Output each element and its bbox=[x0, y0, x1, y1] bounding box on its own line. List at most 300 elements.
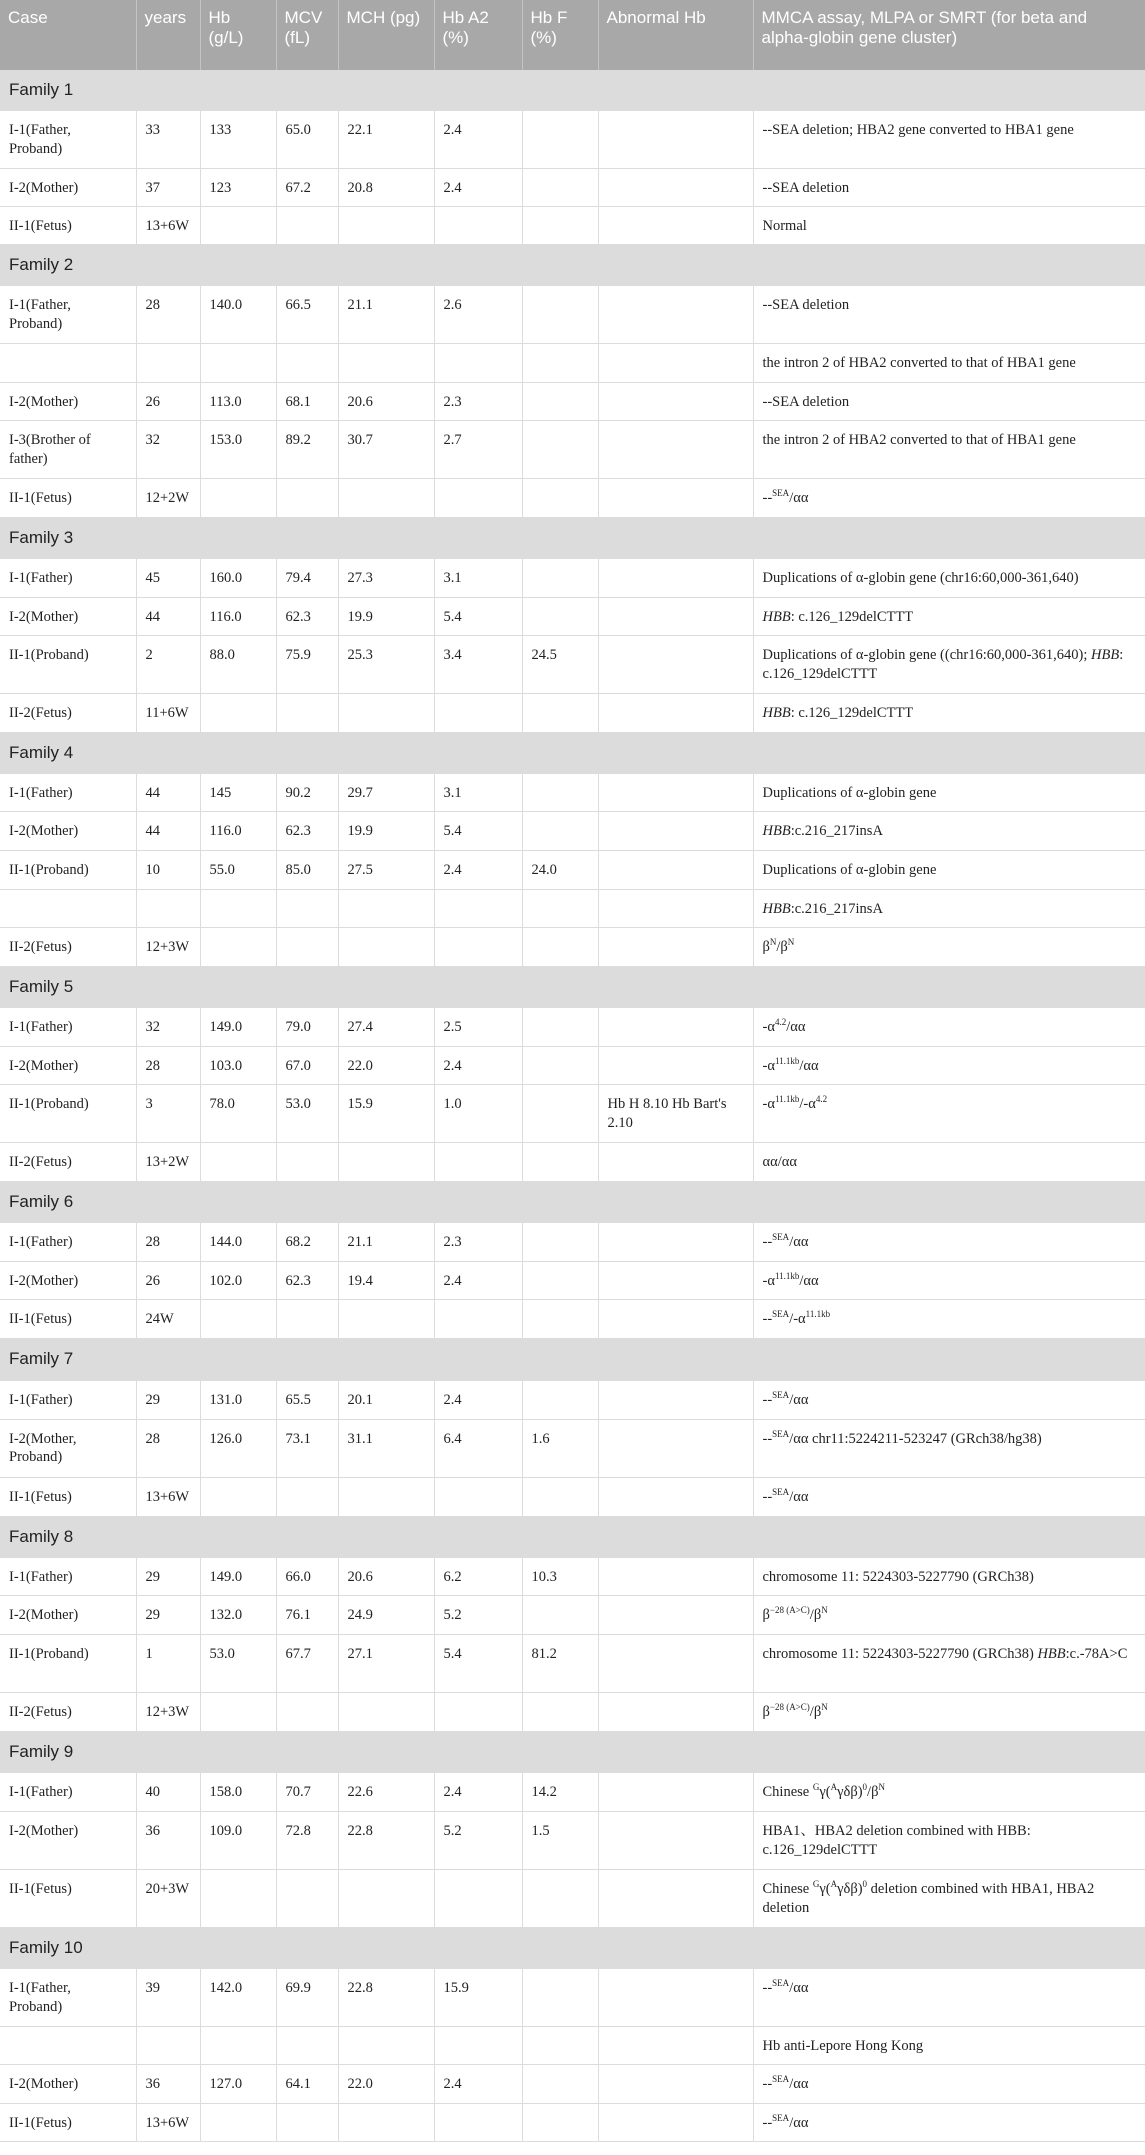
cell-case: I-2(Mother) bbox=[0, 383, 136, 421]
cell-hba2: 5.4 bbox=[434, 1634, 522, 1692]
cell-case: I-1(Father) bbox=[0, 774, 136, 812]
cell-assay: $-\alpha^{4.2}/\alpha\alpha$ bbox=[753, 1008, 1145, 1047]
cell-mcv: 68.1 bbox=[276, 383, 338, 421]
cell-mcv: 72.8 bbox=[276, 1811, 338, 1869]
cell-assay: --$^{SEA}$/αα bbox=[753, 1968, 1145, 2026]
cell-mcv: 89.2 bbox=[276, 421, 338, 479]
table-row bbox=[0, 1811, 1145, 1869]
cell-years: 13+6W bbox=[136, 1477, 200, 1516]
cell-hbf bbox=[522, 2103, 598, 2141]
cell-assay: Chinese $^G\gamma(^A\gamma\delta\beta)^0/\beta^N$ bbox=[753, 1772, 1145, 1811]
table-row bbox=[0, 1595, 1145, 1634]
cell-mch bbox=[338, 1692, 434, 1731]
cell-years: 12+3W bbox=[136, 928, 200, 967]
table-row bbox=[0, 286, 1145, 344]
cell-years: 2 bbox=[136, 636, 200, 694]
cell-hba2: 2.4 bbox=[434, 1262, 522, 1300]
cell-hb: 149.0 bbox=[200, 1008, 276, 1047]
cell-hb: 133 bbox=[200, 111, 276, 169]
cell-assay: HBB:c.216_217insA bbox=[753, 812, 1145, 851]
cell-years: 29 bbox=[136, 1380, 200, 1419]
table-row bbox=[0, 421, 1145, 479]
cell-abnormal-hb bbox=[598, 694, 753, 733]
cell-hba2 bbox=[434, 1692, 522, 1731]
cell-mch: 20.1 bbox=[338, 1380, 434, 1419]
cell-case: II-1(Proband) bbox=[0, 1634, 136, 1692]
cell-assay: Normal bbox=[753, 206, 1145, 244]
cell-mcv bbox=[276, 1143, 338, 1182]
cell-abnormal-hb bbox=[598, 1143, 753, 1182]
cell-years: 3 bbox=[136, 1085, 200, 1143]
cell-hbf: 1.5 bbox=[522, 1811, 598, 1869]
cell-mch bbox=[338, 1143, 434, 1182]
cell-hb bbox=[200, 206, 276, 244]
cell-mch: 19.4 bbox=[338, 1262, 434, 1300]
table-row bbox=[0, 1008, 1145, 1047]
cell-hba2: 2.7 bbox=[434, 421, 522, 479]
cell-abnormal-hb bbox=[598, 1772, 753, 1811]
table-row bbox=[0, 479, 1145, 518]
family-title: Family 9 bbox=[0, 1731, 1145, 1772]
cell-years: 24W bbox=[136, 1300, 200, 1339]
cell-years: 29 bbox=[136, 1557, 200, 1595]
cell-abnormal-hb bbox=[598, 169, 753, 207]
cell-hbf bbox=[522, 1968, 598, 2026]
cell-abnormal-hb bbox=[598, 1223, 753, 1262]
cell-mcv: 64.1 bbox=[276, 2064, 338, 2103]
cell-abnormal-hb bbox=[598, 421, 753, 479]
family-header-row bbox=[0, 733, 1145, 774]
cell-mch bbox=[338, 206, 434, 244]
cell-case: II-1(Fetus) bbox=[0, 479, 136, 518]
family-title: Family 8 bbox=[0, 1516, 1145, 1557]
cell-mcv: 70.7 bbox=[276, 1772, 338, 1811]
cell-case: II-1(Proband) bbox=[0, 1085, 136, 1143]
cell-mch: 27.4 bbox=[338, 1008, 434, 1047]
cell-case: I-1(Father) bbox=[0, 559, 136, 598]
cell-abnormal-hb bbox=[598, 928, 753, 967]
cell-hba2 bbox=[434, 1300, 522, 1339]
cell-assay: $--^{SEA}/-\alpha^{11.1kb}$ bbox=[753, 1300, 1145, 1339]
cell-case: I-1(Father, Proband) bbox=[0, 111, 136, 169]
cell-case: I-2(Mother) bbox=[0, 2064, 136, 2103]
cell-mcv bbox=[276, 890, 338, 928]
family-header-row bbox=[0, 1731, 1145, 1772]
cell-mch: 27.3 bbox=[338, 559, 434, 598]
cell-abnormal-hb bbox=[598, 111, 753, 169]
cell-case bbox=[0, 2026, 136, 2064]
cell-hbf bbox=[522, 1477, 598, 1516]
table-row bbox=[0, 559, 1145, 598]
cell-assay: Duplications of α-globin gene bbox=[753, 774, 1145, 812]
cell-mcv: 85.0 bbox=[276, 851, 338, 890]
col-header-mcv: MCV (fL) bbox=[276, 0, 338, 70]
cell-mcv: 62.3 bbox=[276, 598, 338, 636]
cell-years: 44 bbox=[136, 598, 200, 636]
cell-hbf: 14.2 bbox=[522, 1772, 598, 1811]
cell-abnormal-hb bbox=[598, 1869, 753, 1927]
cell-case: I-3(Brother of father) bbox=[0, 421, 136, 479]
cell-hba2: 2.4 bbox=[434, 169, 522, 207]
cell-assay: the intron 2 of HBA2 converted to that of HBA1 gene bbox=[753, 421, 1145, 479]
cell-hbf bbox=[522, 344, 598, 383]
cell-case: I-2(Mother) bbox=[0, 1262, 136, 1300]
cell-hb bbox=[200, 1869, 276, 1927]
cell-abnormal-hb bbox=[598, 1811, 753, 1869]
cell-hb: 102.0 bbox=[200, 1262, 276, 1300]
cell-abnormal-hb bbox=[598, 1419, 753, 1477]
cell-case: II-2(Fetus) bbox=[0, 694, 136, 733]
cell-mch: 22.8 bbox=[338, 1811, 434, 1869]
cell-hba2 bbox=[434, 1869, 522, 1927]
cell-abnormal-hb bbox=[598, 479, 753, 518]
cell-case: I-2(Mother) bbox=[0, 598, 136, 636]
cell-case: I-2(Mother) bbox=[0, 169, 136, 207]
cell-hb bbox=[200, 2026, 276, 2064]
cell-mch: 22.6 bbox=[338, 1772, 434, 1811]
cell-hbf bbox=[522, 383, 598, 421]
family-header-row bbox=[0, 1927, 1145, 1968]
cell-hb bbox=[200, 1477, 276, 1516]
cell-hbf bbox=[522, 1008, 598, 1047]
cell-mch: 19.9 bbox=[338, 812, 434, 851]
cell-assay: $-\alpha^{11.1kb}/-\alpha^{4.2}$ bbox=[753, 1085, 1145, 1143]
cell-abnormal-hb bbox=[598, 890, 753, 928]
cell-years: 32 bbox=[136, 421, 200, 479]
cell-hbf bbox=[522, 286, 598, 344]
table-row bbox=[0, 344, 1145, 383]
cell-abnormal-hb bbox=[598, 598, 753, 636]
cell-mcv: 67.7 bbox=[276, 1634, 338, 1692]
col-header-hb: Hb (g/L) bbox=[200, 0, 276, 70]
cell-hb: 127.0 bbox=[200, 2064, 276, 2103]
cell-mch: 22.0 bbox=[338, 2064, 434, 2103]
cell-mch: 21.1 bbox=[338, 1223, 434, 1262]
col-header-assay: MMCA assay, MLPA or SMRT (for beta and alpha-globin gene cluster) bbox=[753, 0, 1145, 70]
cell-case: II-2(Fetus) bbox=[0, 928, 136, 967]
cell-case: I-1(Father) bbox=[0, 1380, 136, 1419]
cell-hbf: 81.2 bbox=[522, 1634, 598, 1692]
cell-hba2: 3.1 bbox=[434, 559, 522, 598]
table-row bbox=[0, 111, 1145, 169]
cell-assay: $\beta^{-28 (A>C)}/\beta^N$ bbox=[753, 1595, 1145, 1634]
table-row bbox=[0, 1968, 1145, 2026]
col-header-years: years bbox=[136, 0, 200, 70]
cell-hb: 103.0 bbox=[200, 1047, 276, 1085]
cell-hba2 bbox=[434, 890, 522, 928]
table-row bbox=[0, 1772, 1145, 1811]
cell-case: II-1(Proband) bbox=[0, 636, 136, 694]
cell-assay: chromosome 11: 5224303-5227790 (GRCh38) bbox=[753, 1557, 1145, 1595]
cell-years: 10 bbox=[136, 851, 200, 890]
cell-abnormal-hb bbox=[598, 383, 753, 421]
cell-hb: 113.0 bbox=[200, 383, 276, 421]
cell-mcv: 75.9 bbox=[276, 636, 338, 694]
cell-assay: Hb anti-Lepore Hong Kong bbox=[753, 2026, 1145, 2064]
cell-abnormal-hb bbox=[598, 1262, 753, 1300]
cell-mcv: 68.2 bbox=[276, 1223, 338, 1262]
cell-hbf bbox=[522, 479, 598, 518]
cell-years: 33 bbox=[136, 111, 200, 169]
cell-hba2: 3.4 bbox=[434, 636, 522, 694]
cell-mch bbox=[338, 2103, 434, 2141]
table-row bbox=[0, 169, 1145, 207]
cell-mcv bbox=[276, 1300, 338, 1339]
cell-hbf: 24.5 bbox=[522, 636, 598, 694]
cell-mcv bbox=[276, 928, 338, 967]
cell-hbf bbox=[522, 1380, 598, 1419]
cell-assay: Duplications of α-globin gene ((chr16:60,000-361,640); HBB: c.126_129delCTTT bbox=[753, 636, 1145, 694]
cell-abnormal-hb bbox=[598, 2026, 753, 2064]
cell-years: 28 bbox=[136, 286, 200, 344]
cell-assay: the intron 2 of HBA2 converted to that of HBA1 gene bbox=[753, 344, 1145, 383]
cell-mcv bbox=[276, 1869, 338, 1927]
cell-abnormal-hb bbox=[598, 1557, 753, 1595]
cell-years bbox=[136, 890, 200, 928]
cell-assay: HBB: c.126_129delCTTT bbox=[753, 598, 1145, 636]
cell-hba2: 6.2 bbox=[434, 1557, 522, 1595]
cell-hba2 bbox=[434, 206, 522, 244]
table-row bbox=[0, 383, 1145, 421]
table-row bbox=[0, 774, 1145, 812]
cell-abnormal-hb bbox=[598, 851, 753, 890]
cell-assay: αα/αα bbox=[753, 1143, 1145, 1182]
cell-mch: 15.9 bbox=[338, 1085, 434, 1143]
cell-hb: 126.0 bbox=[200, 1419, 276, 1477]
cell-hbf bbox=[522, 1047, 598, 1085]
cell-hbf bbox=[522, 1595, 598, 1634]
cell-assay: Duplications of α-globin gene bbox=[753, 851, 1145, 890]
table-body bbox=[0, 70, 1145, 2141]
table-row bbox=[0, 1223, 1145, 1262]
cell-hba2 bbox=[434, 928, 522, 967]
cell-mcv: 67.2 bbox=[276, 169, 338, 207]
family-title: Family 3 bbox=[0, 518, 1145, 559]
cell-mch: 20.8 bbox=[338, 169, 434, 207]
cell-years: 26 bbox=[136, 1262, 200, 1300]
cell-hba2 bbox=[434, 2103, 522, 2141]
family-title: Family 10 bbox=[0, 1927, 1145, 1968]
cell-years: 45 bbox=[136, 559, 200, 598]
cell-abnormal-hb bbox=[598, 1634, 753, 1692]
table-row bbox=[0, 2103, 1145, 2141]
cell-mcv: 69.9 bbox=[276, 1968, 338, 2026]
family-title: Family 7 bbox=[0, 1339, 1145, 1380]
cell-mch bbox=[338, 890, 434, 928]
cell-hbf: 10.3 bbox=[522, 1557, 598, 1595]
table-row bbox=[0, 1380, 1145, 1419]
cell-hba2: 6.4 bbox=[434, 1419, 522, 1477]
cell-assay: --$^{SEA}$/αα bbox=[753, 2103, 1145, 2141]
cell-years: 44 bbox=[136, 812, 200, 851]
cell-mch bbox=[338, 1477, 434, 1516]
cell-case: II-2(Fetus) bbox=[0, 1143, 136, 1182]
table-row bbox=[0, 1477, 1145, 1516]
cell-hb: 132.0 bbox=[200, 1595, 276, 1634]
table-row bbox=[0, 1634, 1145, 1692]
cell-years: 37 bbox=[136, 169, 200, 207]
table-row bbox=[0, 1692, 1145, 1731]
cell-hb: 116.0 bbox=[200, 598, 276, 636]
table-row bbox=[0, 1300, 1145, 1339]
cell-case: I-2(Mother) bbox=[0, 1047, 136, 1085]
cell-abnormal-hb bbox=[598, 344, 753, 383]
cell-mcv bbox=[276, 2103, 338, 2141]
cell-hbf bbox=[522, 1223, 598, 1262]
cell-hb bbox=[200, 694, 276, 733]
cell-mcv: 65.5 bbox=[276, 1380, 338, 1419]
cell-mcv: 79.0 bbox=[276, 1008, 338, 1047]
cell-assay: $-\alpha^{11.1kb}/\alpha\alpha$ bbox=[753, 1047, 1145, 1085]
cell-case: I-1(Father, Proband) bbox=[0, 1968, 136, 2026]
cell-years: 13+6W bbox=[136, 2103, 200, 2141]
cell-hb bbox=[200, 1692, 276, 1731]
cell-abnormal-hb bbox=[598, 559, 753, 598]
table-row bbox=[0, 636, 1145, 694]
table-row bbox=[0, 1085, 1145, 1143]
cell-case: II-2(Fetus) bbox=[0, 1692, 136, 1731]
cell-mcv: 73.1 bbox=[276, 1419, 338, 1477]
cell-case: I-1(Father) bbox=[0, 1223, 136, 1262]
cell-mch: 21.1 bbox=[338, 286, 434, 344]
table-row bbox=[0, 598, 1145, 636]
cell-hb bbox=[200, 1300, 276, 1339]
cell-case: I-1(Father, Proband) bbox=[0, 286, 136, 344]
cell-hbf bbox=[522, 774, 598, 812]
cell-mcv bbox=[276, 1477, 338, 1516]
cell-assay: Duplications of α-globin gene (chr16:60,000-361,640) bbox=[753, 559, 1145, 598]
cell-hbf bbox=[522, 1262, 598, 1300]
cell-years bbox=[136, 2026, 200, 2064]
cell-mch bbox=[338, 479, 434, 518]
cell-abnormal-hb bbox=[598, 1595, 753, 1634]
cell-hb bbox=[200, 2103, 276, 2141]
cell-mcv: 67.0 bbox=[276, 1047, 338, 1085]
cell-hba2 bbox=[434, 1477, 522, 1516]
cell-hba2: 15.9 bbox=[434, 1968, 522, 2026]
cell-abnormal-hb bbox=[598, 774, 753, 812]
cell-hb bbox=[200, 890, 276, 928]
cell-years: 28 bbox=[136, 1047, 200, 1085]
cell-abnormal-hb bbox=[598, 286, 753, 344]
cell-assay: $-\alpha^{11.1kb}/\alpha\alpha$ bbox=[753, 1262, 1145, 1300]
table-row bbox=[0, 1557, 1145, 1595]
cell-mch: 30.7 bbox=[338, 421, 434, 479]
cell-assay: --SEA deletion bbox=[753, 286, 1145, 344]
cell-abnormal-hb bbox=[598, 1692, 753, 1731]
cell-case: II-1(Fetus) bbox=[0, 1477, 136, 1516]
cell-years: 13+6W bbox=[136, 206, 200, 244]
table-row bbox=[0, 1143, 1145, 1182]
table-row bbox=[0, 928, 1145, 967]
family-title: Family 4 bbox=[0, 733, 1145, 774]
col-header-case: Case bbox=[0, 0, 136, 70]
table-row bbox=[0, 812, 1145, 851]
cell-hba2 bbox=[434, 2026, 522, 2064]
cell-years: 36 bbox=[136, 2064, 200, 2103]
cell-hba2: 2.5 bbox=[434, 1008, 522, 1047]
cell-hba2 bbox=[434, 344, 522, 383]
cell-mch bbox=[338, 694, 434, 733]
cell-hba2 bbox=[434, 479, 522, 518]
cell-mcv: 66.0 bbox=[276, 1557, 338, 1595]
cell-mcv: 66.5 bbox=[276, 286, 338, 344]
cell-mch bbox=[338, 2026, 434, 2064]
table-row bbox=[0, 890, 1145, 928]
table-row bbox=[0, 206, 1145, 244]
cell-mcv bbox=[276, 694, 338, 733]
cell-assay: --$^{SEA}$/αα bbox=[753, 1477, 1145, 1516]
cell-hba2: 2.4 bbox=[434, 1772, 522, 1811]
cell-assay: HBB:c.216_217insA bbox=[753, 890, 1145, 928]
family-header-row bbox=[0, 967, 1145, 1008]
cell-hba2: 1.0 bbox=[434, 1085, 522, 1143]
cell-hbf bbox=[522, 928, 598, 967]
cell-hba2: 5.4 bbox=[434, 598, 522, 636]
cell-hba2: 2.3 bbox=[434, 383, 522, 421]
table-row bbox=[0, 851, 1145, 890]
cell-mch: 19.9 bbox=[338, 598, 434, 636]
cell-mcv: 90.2 bbox=[276, 774, 338, 812]
cell-abnormal-hb bbox=[598, 2064, 753, 2103]
cell-years: 29 bbox=[136, 1595, 200, 1634]
cell-years: 32 bbox=[136, 1008, 200, 1047]
cell-hb: 88.0 bbox=[200, 636, 276, 694]
family-header-row bbox=[0, 518, 1145, 559]
table-row bbox=[0, 694, 1145, 733]
col-header-abnormal-hb: Abnormal Hb bbox=[598, 0, 753, 70]
cell-mch: 24.9 bbox=[338, 1595, 434, 1634]
cell-hbf bbox=[522, 1085, 598, 1143]
cell-abnormal-hb bbox=[598, 2103, 753, 2141]
cell-mcv: 53.0 bbox=[276, 1085, 338, 1143]
cell-abnormal-hb bbox=[598, 206, 753, 244]
cell-abnormal-hb bbox=[598, 1300, 753, 1339]
cell-abnormal-hb bbox=[598, 812, 753, 851]
cell-mcv: 76.1 bbox=[276, 1595, 338, 1634]
table-row bbox=[0, 2026, 1145, 2064]
cell-hb: 131.0 bbox=[200, 1380, 276, 1419]
cell-hb: 109.0 bbox=[200, 1811, 276, 1869]
cell-hb: 78.0 bbox=[200, 1085, 276, 1143]
cell-years bbox=[136, 344, 200, 383]
cell-hba2 bbox=[434, 1143, 522, 1182]
table-row bbox=[0, 1047, 1145, 1085]
cell-assay: --$^{SEA}$/αα bbox=[753, 2064, 1145, 2103]
cell-hb: 160.0 bbox=[200, 559, 276, 598]
cell-hb: 55.0 bbox=[200, 851, 276, 890]
cell-abnormal-hb bbox=[598, 1477, 753, 1516]
cell-case: I-2(Mother, Proband) bbox=[0, 1419, 136, 1477]
cell-hba2: 2.6 bbox=[434, 286, 522, 344]
cell-abnormal-hb bbox=[598, 1047, 753, 1085]
cell-hbf bbox=[522, 598, 598, 636]
cell-hb: 140.0 bbox=[200, 286, 276, 344]
cell-hba2: 2.4 bbox=[434, 851, 522, 890]
cell-years: 12+2W bbox=[136, 479, 200, 518]
cell-abnormal-hb: Hb H 8.10 Hb Bart's 2.10 bbox=[598, 1085, 753, 1143]
cell-assay: HBA1、HBA2 deletion combined with HBB: c.126_129delCTTT bbox=[753, 1811, 1145, 1869]
cell-hb bbox=[200, 1143, 276, 1182]
cell-abnormal-hb bbox=[598, 1380, 753, 1419]
cell-abnormal-hb bbox=[598, 1008, 753, 1047]
cell-mch: 31.1 bbox=[338, 1419, 434, 1477]
cell-hba2: 2.4 bbox=[434, 2064, 522, 2103]
cell-hba2: 5.2 bbox=[434, 1811, 522, 1869]
cell-assay: chromosome 11: 5224303-5227790 (GRCh38) HBB:c.-78A>C bbox=[753, 1634, 1145, 1692]
cell-hb: 145 bbox=[200, 774, 276, 812]
cell-hbf: 1.6 bbox=[522, 1419, 598, 1477]
